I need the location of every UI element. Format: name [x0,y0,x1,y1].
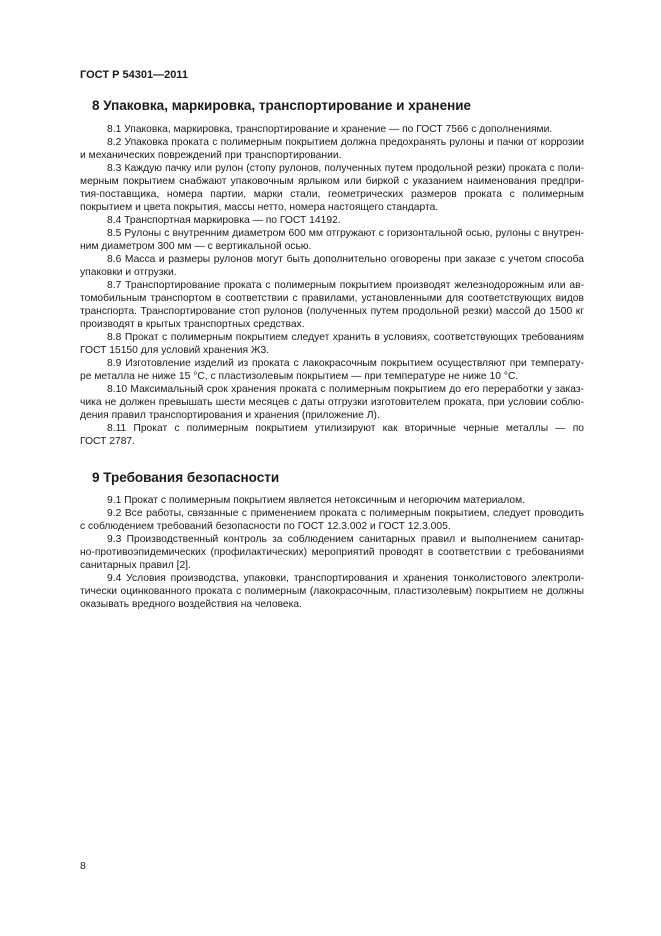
paragraph [80,279,584,331]
paragraph [80,227,584,253]
paragraph-line: 8.10 Максимальный срок хранения проката с полимерным покрытием до его переработки у заказ- [107,384,584,395]
section-8-title: 8 Упаковка, маркировка, транспортирование и хранение [92,98,472,113]
paragraph-line: 8.11 Прокат с полимерным покрытием утилизируют как вторичные черные металлы — по [107,423,584,434]
paragraph [80,214,584,227]
paragraph-line: дения правил транспортирования и хранения (приложение Л). [80,410,380,421]
paragraph [80,331,584,357]
paragraph [80,494,584,507]
paragraph-line: 8.4 Транспортная маркировка — по ГОСТ 14192. [107,215,341,226]
paragraph-line: ним диаметром 300 мм — с вертикальной осью. [80,241,312,252]
paragraph-line: но-противоэпидемических (профилактических) мероприятий проводят в соответствии с требованиями [80,547,584,558]
paragraph-line: 9.1 Прокат с полимерным покрытием является нетоксичным и негорючим материалом. [107,495,526,506]
paragraph [80,253,584,279]
paragraph-line: ре металла не ниже 15 °С, с пластизолевым покрытием — при температуре не ниже 10 °С. [80,371,519,382]
paragraph-line: 9.4 Условия производства, упаковки, транспортирования и хранения тонколистового электроли- [107,573,584,584]
paragraph [80,507,584,533]
paragraph-line: 8.7 Транспортирование проката с полимерным покрытием производят железнодорожным или ав- [107,280,584,291]
paragraph-line: производят в крытых транспортных средствах. [80,319,305,330]
paragraph-line: 8.6 Масса и размеры рулонов могут быть дополнительно оговорены при заказе с учетом способа [107,254,584,265]
paragraph-line: тия-поставщика, номера партии, марки стали, геометрических размеров проката с полимерным [80,189,584,200]
paragraph-line: 9.2 Все работы, связанные с применением проката с полимерным покрытием, следует проводить [107,508,584,519]
paragraph-line: транспорта. Транспортирование стоп рулонов (полученных путем продольной резки) массой до 1500 кг [80,306,584,317]
paragraph [80,123,584,136]
paragraph-line: чика не должен превышать шести месяцев с даты отгрузки изготовителем проката, при условии соблю- [80,397,584,408]
section-9-body [80,494,584,611]
document-header: ГОСТ Р 54301—2011 [80,69,188,81]
paragraph [80,383,584,422]
paragraph-line: ГОСТ 2787. [80,436,136,447]
paragraph-line: с соблюдением требований безопасности по ГОСТ 12.3.002 и ГОСТ 12.3.005. [80,521,451,532]
paragraph-line: томобильным транспортом в соответствии с правилами, установленными для соответствующих видов [80,293,584,304]
paragraph-line: ГОСТ 15150 для условий хранения Ж3. [80,345,270,356]
paragraph-line: тически оцинкованного проката с полимерным (лакокрасочным, пластизолевым) покрытием не должны [80,586,584,597]
section-9-title: 9 Требования безопасности [92,470,280,485]
paragraph-line: 8.9 Изготовление изделий из проката с лакокрасочным покрытием осуществляют при температу- [107,358,584,369]
paragraph-line: 8.1 Упаковка, маркировка, транспортирование и хранение — по ГОСТ 7566 с дополнениями. [107,124,553,135]
paragraph-line: 8.2 Упаковка проката с полимерным покрытием должна предохранять рулоны и пачки от коррозии [107,137,584,148]
paragraph-line: упаковки и отгрузки. [80,267,177,278]
paragraph [80,357,584,383]
paragraph-line: 8.3 Каждую пачку или рулон (стопу рулонов, полученных путем продольной резки) проката с поли- [107,163,584,174]
paragraph-line: 8.5 Рулоны с внутренним диаметром 600 мм отгружают с горизонтальной осью, рулоны с внутрен- [107,228,584,239]
paragraph-line: санитарных правил [2]. [80,560,191,571]
section-8-body [80,123,584,448]
paragraph-line: оказывать вредного воздействия на человека. [80,599,302,610]
paragraph-line: покрытием и цвета покрытия, массы нетто, номера настоящего стандарта. [80,202,439,213]
paragraph [80,136,584,162]
paragraph [80,162,584,214]
page-number: 8 [80,860,86,872]
paragraph-line: мерным покрытием снабжают упаковочным ярлыком или биркой с указанием наименования предпри- [80,176,584,187]
paragraph [80,533,584,572]
paragraph-line: и механических повреждений при транспортировании. [80,150,342,161]
paragraph-line: 9.3 Производственный контроль за соблюдением санитарных правил и выполнением санитар- [107,534,584,545]
paragraph [80,572,584,611]
paragraph [80,422,584,448]
paragraph-line: 8.8 Прокат с полимерным покрытием следует хранить в условиях, соответствующих требованиям [107,332,584,343]
